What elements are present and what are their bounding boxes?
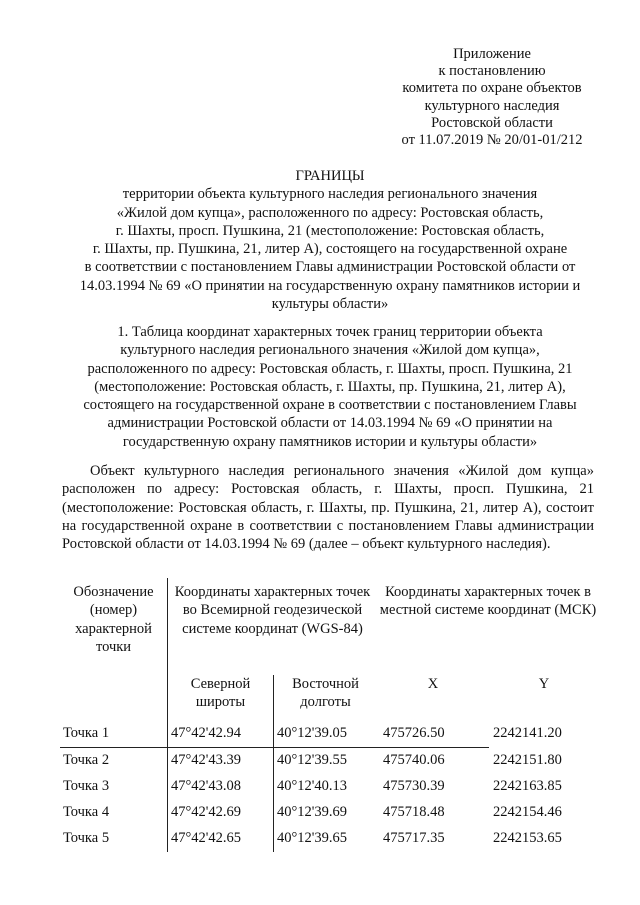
section-line: состоящего на государственной охране в соответствии с постановлением Главы <box>83 397 577 414</box>
section-line: культурного наследия регионального значения «Жилой дом купца», <box>120 342 540 359</box>
section-heading <box>62 323 598 451</box>
title-line: г. Шахты, пр. Пушкина, 21, литер А), состоящего на государственной охране <box>92 241 568 258</box>
section-line: (местоположение: Ростовская область, г. Шахты, пр. Пушкина, 21, литер А), <box>94 378 566 395</box>
title-heading: ГРАНИЦЫ <box>295 168 365 184</box>
point-x: 475726.50 <box>377 721 489 748</box>
point-x: 475718.48 <box>383 804 445 820</box>
point-lon: 40°12'39.05 <box>274 721 378 748</box>
point-y: 2242153.65 <box>493 830 562 846</box>
point-lon: 40°12'39.69 <box>277 804 348 820</box>
point-y: 2242141.20 <box>493 725 562 741</box>
point-y: 2242154.46 <box>493 804 562 820</box>
point-y: 2242163.85 <box>493 778 562 794</box>
appendix-line: Приложение <box>453 46 531 62</box>
table-header-row <box>60 578 599 675</box>
document-title <box>60 167 600 313</box>
point-x: 475740.06 <box>383 752 445 768</box>
point-name: Точка 4 <box>60 800 168 826</box>
coordinates-table <box>60 578 599 852</box>
body-paragraph: Объект культурного наследия регионального значения «Жилой дом купца» расположен по адресу: Ростовская область, г. Шахты, просп. Пушкина, 21 (местоположение: Ростовская область, г. Шахты, пр. Пушкина, 21, литер А), состоит на государственной охране в соответствии с постановлением Главы администрации Ростовской области от 14.03.1994 № 69 (далее – объект культурного наследия). <box>62 463 594 553</box>
table-row <box>60 826 599 852</box>
section-line: администрации Ростовской области от 14.03.1994 № 69 «О принятии на <box>107 415 553 432</box>
point-x: 475717.35 <box>383 830 445 846</box>
title-line: территории объекта культурного наследия регионального значения <box>122 186 538 203</box>
title-line: в соответствии с постановлением Главы администрации Ростовской области от <box>84 259 576 276</box>
appendix-block <box>392 46 592 149</box>
header-msk: Координаты характерных точек в местной системе координат (МСК) <box>379 584 597 619</box>
header-wgs: Координаты характерных точек во Всемирной геодезической системе координат (WGS-84) <box>174 584 371 637</box>
point-lat: 47°42'42.65 <box>168 826 274 852</box>
header-designation: Обозначение (номер) характерной точки <box>60 578 168 721</box>
point-lon: 40°12'39.65 <box>277 830 348 846</box>
point-name: Точка 3 <box>60 774 168 800</box>
title-line: культуры области» <box>271 296 389 313</box>
table-row <box>60 774 599 800</box>
point-lat: 47°42'43.39 <box>168 748 274 775</box>
point-lon: 40°12'39.55 <box>277 752 348 768</box>
table-row <box>60 748 599 775</box>
section-line: государственную охрану памятников истории и культуры области» <box>122 433 538 450</box>
table-row <box>60 800 599 826</box>
title-line: «Жилой дом купца», расположенного по адресу: Ростовская область, <box>116 204 544 221</box>
title-line: г. Шахты, просп. Пушкина, 21 (местоположение: Ростовская область, <box>115 222 545 239</box>
point-lat: 47°42'42.94 <box>168 721 274 748</box>
header-y: Y <box>538 676 550 692</box>
title-line: 14.03.1994 № 69 «О принятии на государственную охрану памятников истории и <box>79 277 581 294</box>
header-x: X <box>427 676 439 692</box>
point-lon: 40°12'40.13 <box>277 778 348 794</box>
section-line: расположенного по адресу: Ростовская область, г. Шахты, просп. Пушкина, 21 <box>87 360 573 377</box>
appendix-line: культурного наследия <box>424 97 560 114</box>
section-line: 1. Таблица координат характерных точек границ территории объекта <box>117 324 543 340</box>
point-name: Точка 2 <box>60 748 168 775</box>
point-x: 475730.39 <box>383 778 445 794</box>
appendix-line: Ростовской области <box>431 114 553 131</box>
point-name: Точка 1 <box>60 721 168 748</box>
header-lat: Северной широты <box>168 675 274 721</box>
appendix-line: комитета по охране объектов <box>402 80 582 97</box>
point-name: Точка 5 <box>60 826 168 852</box>
point-lat: 47°42'42.69 <box>168 800 274 826</box>
appendix-line: от 11.07.2019 № 20/01-01/212 <box>401 132 583 149</box>
point-lat: 47°42'43.08 <box>168 774 274 800</box>
table-row <box>60 721 599 748</box>
point-y: 2242151.80 <box>493 751 562 768</box>
header-lon: Восточной долготы <box>292 676 359 711</box>
appendix-line: к постановлению <box>438 63 546 80</box>
